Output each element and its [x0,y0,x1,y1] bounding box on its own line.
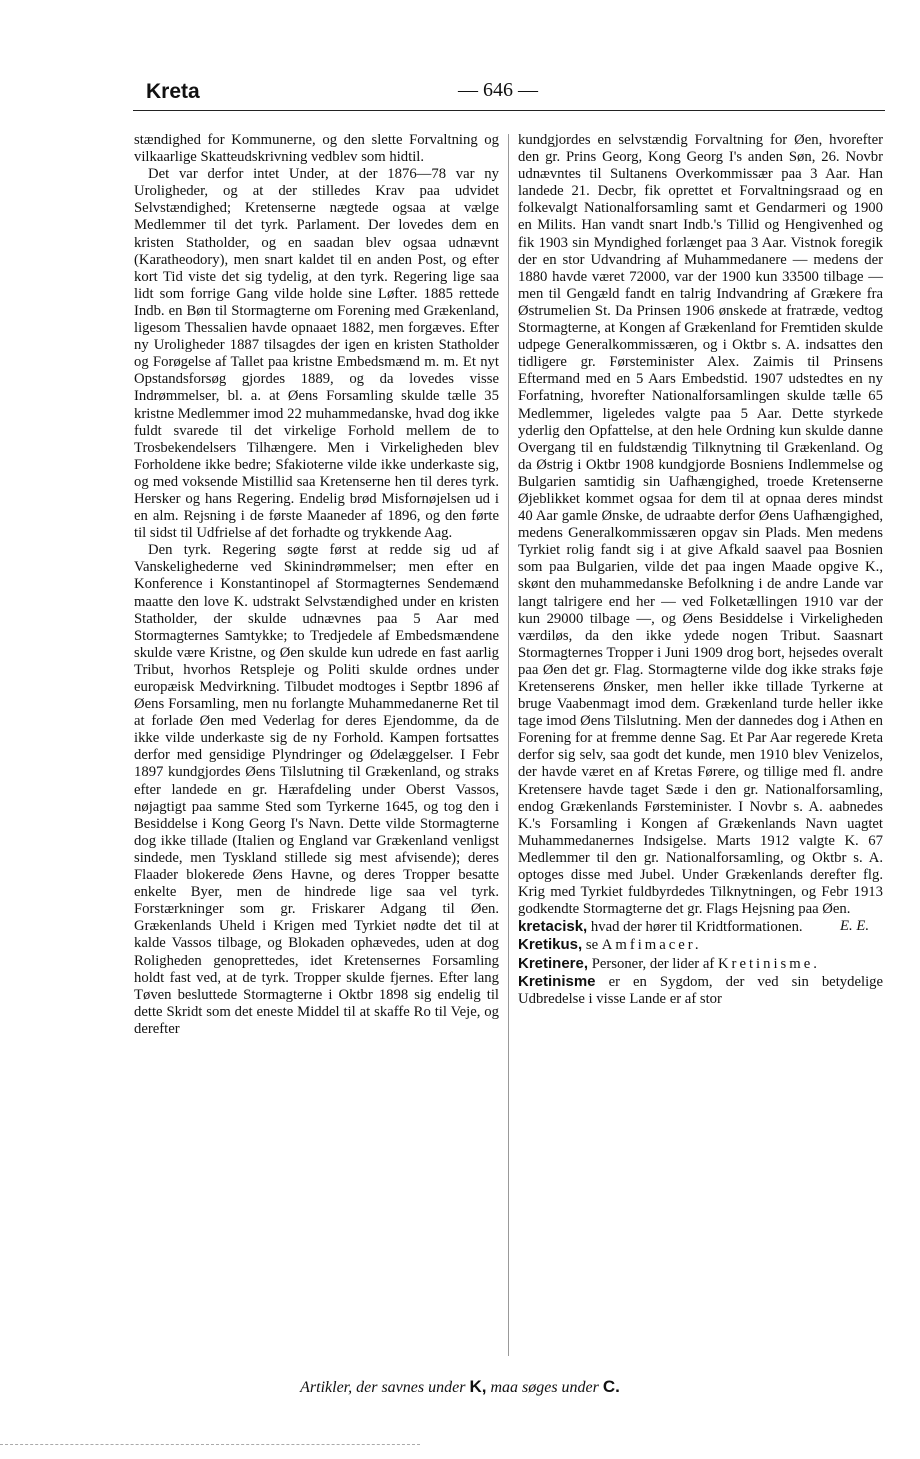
paragraph: Det var derfor intet Under, at der 1876—78 var ny Uroligheder, og at der stilledes Krav paa udvidet Selvstændighed; Kretenserne nægtede ogsaa at vælge Medlemmer til det tyrk. Parlament. Der lovedes dem en kristen Statholder, og en saadan blev ogsaa udnævnt (Karatheodory), men snart kaldet til en anden Post, og efter kort Tid viste det sig tydelig, at den tyrk. Regering lige saa lidt som forrige Gang vilde holde sine Løfter. 1885 rettede Indb. en Bøn til Stormagterne om Forening med Grækenland, ligesom Thessalien havde opnaaet 1882, men forgæves. Efter ny Uroligheder 1887 tilsagdes der igen en kristen Statholder og Forøgelse af Tallet paa kristne Embedsmænd m. m. Et nyt Opstandsforsøg gjordes 1889, og da lovedes visse Indrømmelser, bl. a. at Øens Forsamling skulde tælle 35 kristne Medlemmer imod 22 muhammedanske, hvad dog ikke fuldt svarede til det virkelige Forhold mellem de to Trosbekendelsers Tilhængere. Men i Virkeligheden blev Forholdene ikke bedre; Sfakioterne vilde ikke underkaste sig, og med voksende Mistillid saa Kretenserne hen til deres tyrk. Hersker og hans Regering. Endelig brød Misfornøjelsen ud i en alm. Rejsning i de første Maaneder af 1896, og den førte til sidst til Udfrielse af det forhadte og trykkende Aag. [134,166,499,542]
paragraph-text: kundgjordes en selvstændig Forvaltning for Øen, hvorefter den gr. Prins Georg, Kong Georg I's anden Søn, 26. Novbr udnævntes til Sultanens Overkommissær paa 3 Aar. Han landede 21. Decbr, fik oprettet et Forvaltningsraad og en folkevalgt Nationalforsamling samt et Gendarmeri og 1900 en Milits. Han vandt snart Indb.'s Tillid og Hengivenhed og fik 1903 sin Myndighed forlænget paa 3 Aar. Vistnok foregik der en stor Udvandring af Muhammedanere — medens der 1880 havde været 72000, var der 1900 kun 33500 tilbage — men til Gengæld fandt en talrig Indvandring af Grækere fra Østrumelien St. Da Prinsen 1906 ønskede at fratræde, vedtog Stormagterne, at Kongen af Grækenland for Fremtiden skulde udpege Generalkommissæren, og i Oktbr s. A. indsattes den tidligere gr. Førsteminister Alex. Zaimis til Prinsens Eftermand med en 5 Aars Embedstid. 1907 udstedtes en ny Forfatning, hvorefter Nationalforsamlingen skulde tælle 65 Medlemmer, ligeledes valgte paa 5 Aar. Dette styrkede yderlig den Opfattelse, at den hele Ordning kun skulde danne Overgang til en fuldstændig Tilknytning til Grækenland. Og da Østrig i Oktbr 1908 kundgjorde Bosniens Indlemmelse og Bulgarien samtidig sin Uafhængighed, troede Kretenserne Øjeblikket kommet ogsaa for dem til at opnaa deres mindst 40 Aar gamle Ønske, de udraabte derfor Øens Uafhængighed, medens Generalkommissæren opgav sin Plads. Men medens Tyrkiet rolig fandt sig i at give Afkald saavel paa Bosnien som paa Bulgarien, vilde det paa ingen Maade opgive K., skønt den muhammedanske Befolkning i de andre Lande var langt talrigere end her — ved Folketællingen 1910 var der kun 29000 tilbage —, og Øens Besiddelse i Virkeligheden værdiløs, da den ikke ydede nogen Tribut. Saasnart Stormagternes Tropper i Juni 1909 drog bort, hejsedes overalt paa Øen det gr. Flag. Stormagterne vilde dog ikke straks føje Kretenserens Ønsker, men heller ikke tillade Tyrkerne at bruge Vaabenmagt imod dem. Grækenland turde heller ikke tage imod Øens Tilslutning. Men der dannedes dog i Athen en Forening for at fremme denne Sag. Et Par Aar regerede Kreta derfor sig selv, saa godt det kunde, men 1910 blev Venizelos, der havde været en af Kretas Førere, og tillige med fl. andre Kretensere havde taget Sæde i den gr. Nationalforsamling, endog Grækenlands Førsteminister. I Novbr s. A. aabnedes K.'s Forsamling i Kongen af Grækenlands Navn uagtet Muhammedanernes Indsigelse. Marts 1912 valgte K. 67 Medlemmer til den gr. Nationalforsamling, og Oktbr s. A. optoges disse med Jubel. Under Grækenlands derefter flg. Krig med Tyrkiet fuldbyrdedes Tilknytningen, og Febr 1913 godkendte Stormagterne det gr. Flags Hejsning paa Øen. [518,132,883,918]
footer-note [0,1377,920,1397]
footer-middle: maa søges under [490,1379,599,1396]
dictionary-entry [518,918,883,936]
left-column [134,132,499,1038]
entry-headword: kretacisk, [518,918,588,936]
entry-headword: Kretinisme [518,972,596,990]
cross-reference: Amfimacer. [601,937,702,954]
bottom-rule [0,1444,420,1445]
paragraph: stændighed for Kommunerne, og den slette Forvaltning og vilkaarlige Skatteudskrivning vedblev som hidtil. [134,132,499,166]
footer-prefix: Artikler, der savnes under [300,1379,466,1396]
paragraph: Den tyrk. Regering søgte først at redde sig ud af Vanskelighederne ved Skinindrømmelser; men efter en Konference i Konstantinopel af Stormagternes Sendemænd maatte den love K. udstrakt Selvstændighed under en kristen Statholder, der skulde udnævnes paa 5 Aar med Stormagternes Samtykke; to Tredjedele af Embedsmændene skulde være Kristne, og Øen skulde kun udrede en fast aarlig Tribut, hvorhos Retspleje og Politi skulde ordnes under europæisk Medvirkning. Tilbudet modtoges i Septbr 1896 af Øens Forsamling, men nu forlangte Muhammedanerne Ret til at forlade Øen med Vederlag for deres Ejendomme, da de ikke vilde underkaste sig de ny Forhold. Kampen fortsattes derfor med gensidige Plyndringer og Ødelæggelser. I Febr 1897 kundgjordes Øens Tilslutning til Grækenland, og straks efter landede en gr. Hærafdeling under Oberst Vassos, nøjagtigt paa samme Sted som Tyrkerne 1645, og tog den i Besiddelse i Kong Georg I's Navn. Dette vilde Stormagterne dog ikke tillade (Italien og England var Grækenland venligst sindede, men Tyskland stillede sig mest afvisende); deres Flaader blokerede Øens Havne, og deres Tropper besatte enkelte Byer, men de hindrede lige saa vel tyrk. Forstærkninger som gr. Friskarer Adgang til Øen. Grækenlands Uheld i Krigen med Tyrkiet nødte det til at kalde Vassos tilbage, og Blokaden ophævedes, uden at dog Roligheden genoprettedes, idet Kretensernes Forsamling holdt fast ved, at de tyrk. Tropper skulde fjernes. Efter lang Tøven besluttede Stormagterne i Oktbr 1898 sig endelig til dette Skridt som det eneste Middel til at skaffe Ro til Veje, og derefter [134,542,499,1037]
entry-text: hvad der hører til Kridtformationen. [590,919,803,936]
header-rule [133,110,885,111]
entry-headword: Kretikus, [518,936,583,954]
dictionary-entry [518,973,883,1008]
right-column [518,132,883,1008]
entry-headword: Kretinere, [518,954,589,972]
column-divider [508,134,509,1356]
running-head-title: Kreta [146,80,200,103]
entry-text: se [585,937,599,954]
cross-reference: Kretinisme. [717,955,820,972]
dictionary-entry [518,936,883,954]
entry-text: er en Sygdom, der ved sin betydelige Udbredelse i visse Lande er af stor [518,973,884,1007]
footer-letter-c: C. [602,1377,620,1396]
author-signature: E. E. [840,918,869,935]
footer-letter-k: K, [469,1377,487,1396]
page-number: — 646 — [458,79,538,101]
dictionary-entry [518,955,883,973]
entry-text: Personer, der lider af [591,955,715,972]
